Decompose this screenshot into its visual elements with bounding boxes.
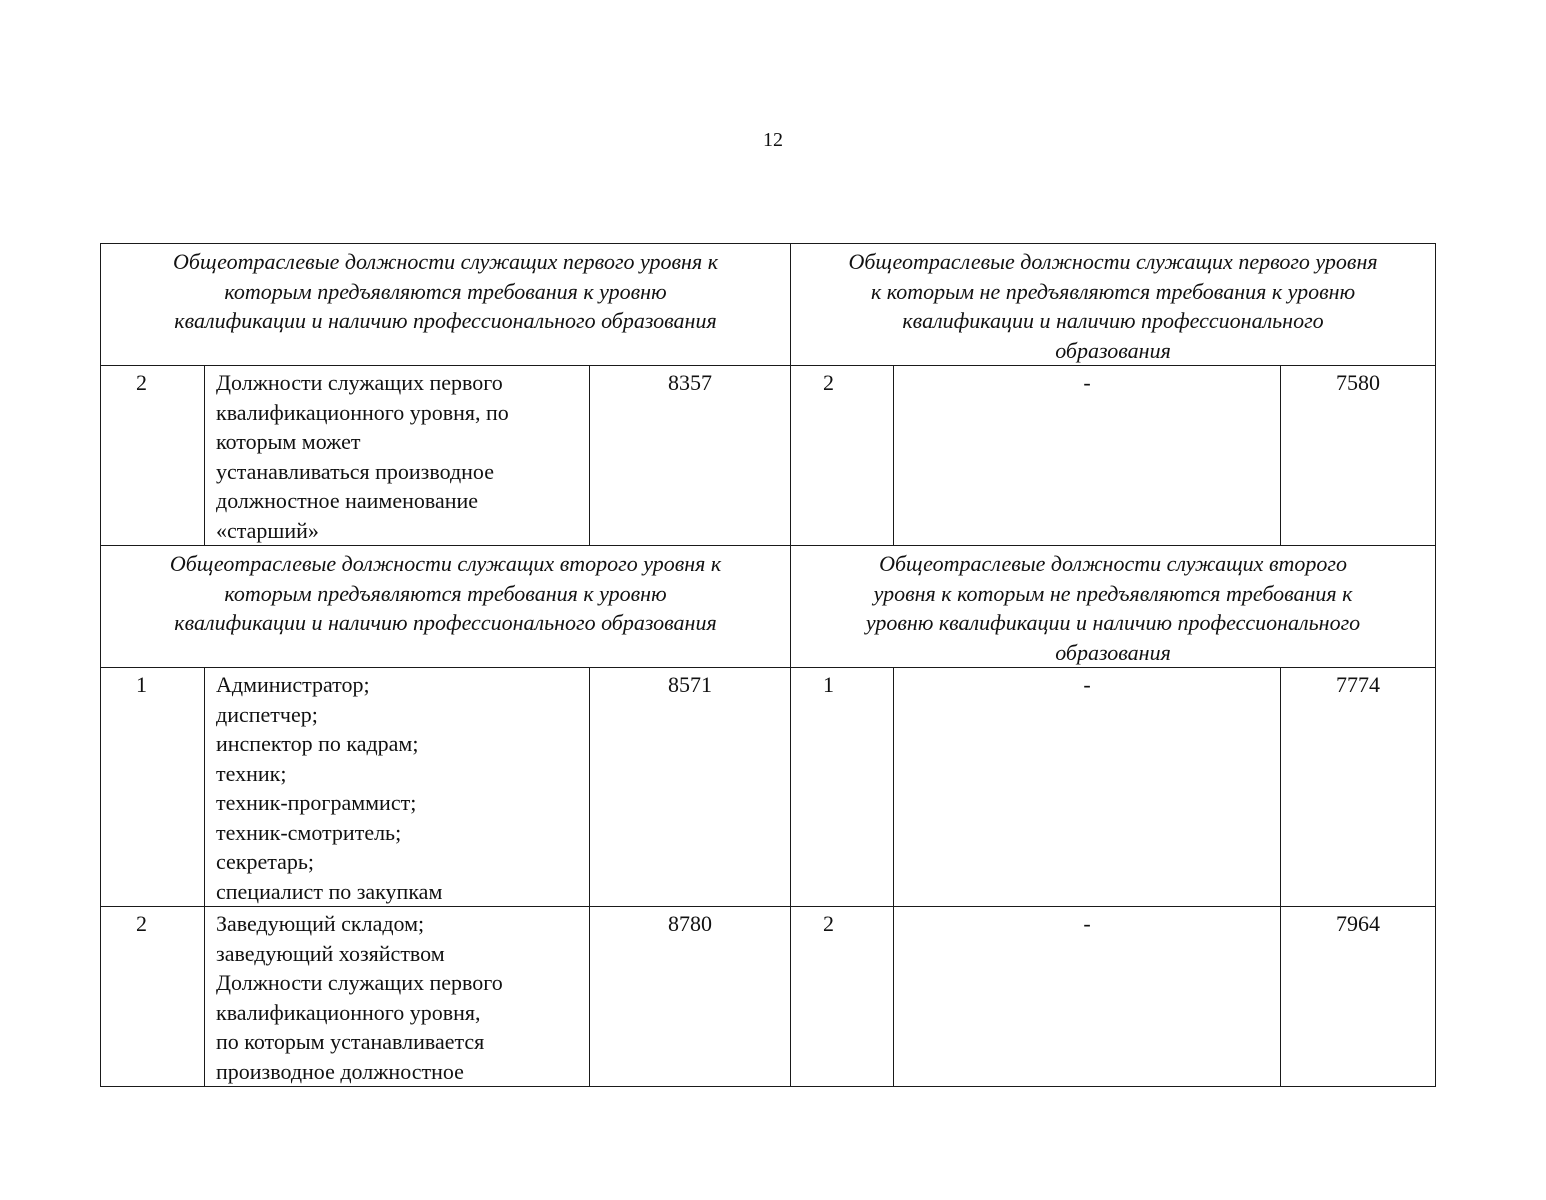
salary-value: 7580 — [1281, 366, 1436, 546]
position-name-cell: - — [894, 907, 1281, 1087]
salary-value: 7964 — [1281, 907, 1436, 1087]
header-cell-left: Общеотраслевые должности служащих первого уровня к которым предъявляются требования к уровню квалификации и наличию профессионального образования — [101, 244, 791, 366]
table-row — [101, 907, 1436, 1087]
row-number: 1 — [791, 668, 894, 907]
salary-value: 8571 — [590, 668, 791, 907]
row-number: 1 — [101, 668, 205, 907]
row-number: 2 — [101, 366, 205, 546]
table-row — [101, 366, 1436, 546]
salary-value: 8357 — [590, 366, 791, 546]
table-header-row-level2 — [101, 546, 1436, 668]
page-number: 12 — [763, 129, 783, 151]
salary-table — [100, 243, 1436, 1087]
position-name-cell: - — [894, 668, 1281, 907]
position-name-cell: Администратор; диспетчер; инспектор по кадрам; техник; техник-программист; техник-смотритель; секретарь; специалист по закупкам — [205, 668, 590, 907]
row-number: 2 — [101, 907, 205, 1087]
position-name-cell: Должности служащих первого квалификационного уровня, по которым может устанавливаться производное должностное наименование «старший» — [205, 366, 590, 546]
row-number: 2 — [791, 907, 894, 1087]
row-number: 2 — [791, 366, 894, 546]
table-row — [101, 668, 1436, 907]
header-cell-right: Общеотраслевые должности служащих второго уровня к которым не предъявляются требования к уровню квалификации и наличию профессионального образования — [791, 546, 1436, 668]
header-cell-right: Общеотраслевые должности служащих первого уровня к которым не предъявляются требования к уровню квалификации и наличию профессионального образования — [791, 244, 1436, 366]
table-header-row-level1 — [101, 244, 1436, 366]
salary-value: 7774 — [1281, 668, 1436, 907]
header-cell-left: Общеотраслевые должности служащих второго уровня к которым предъявляются требования к уровню квалификации и наличию профессионального образования — [101, 546, 791, 668]
salary-value: 8780 — [590, 907, 791, 1087]
position-name-cell: Заведующий складом; заведующий хозяйством Должности служащих первого квалификационного уровня, по которым устанавливается производное должностное — [205, 907, 590, 1087]
position-name-cell: - — [894, 366, 1281, 546]
